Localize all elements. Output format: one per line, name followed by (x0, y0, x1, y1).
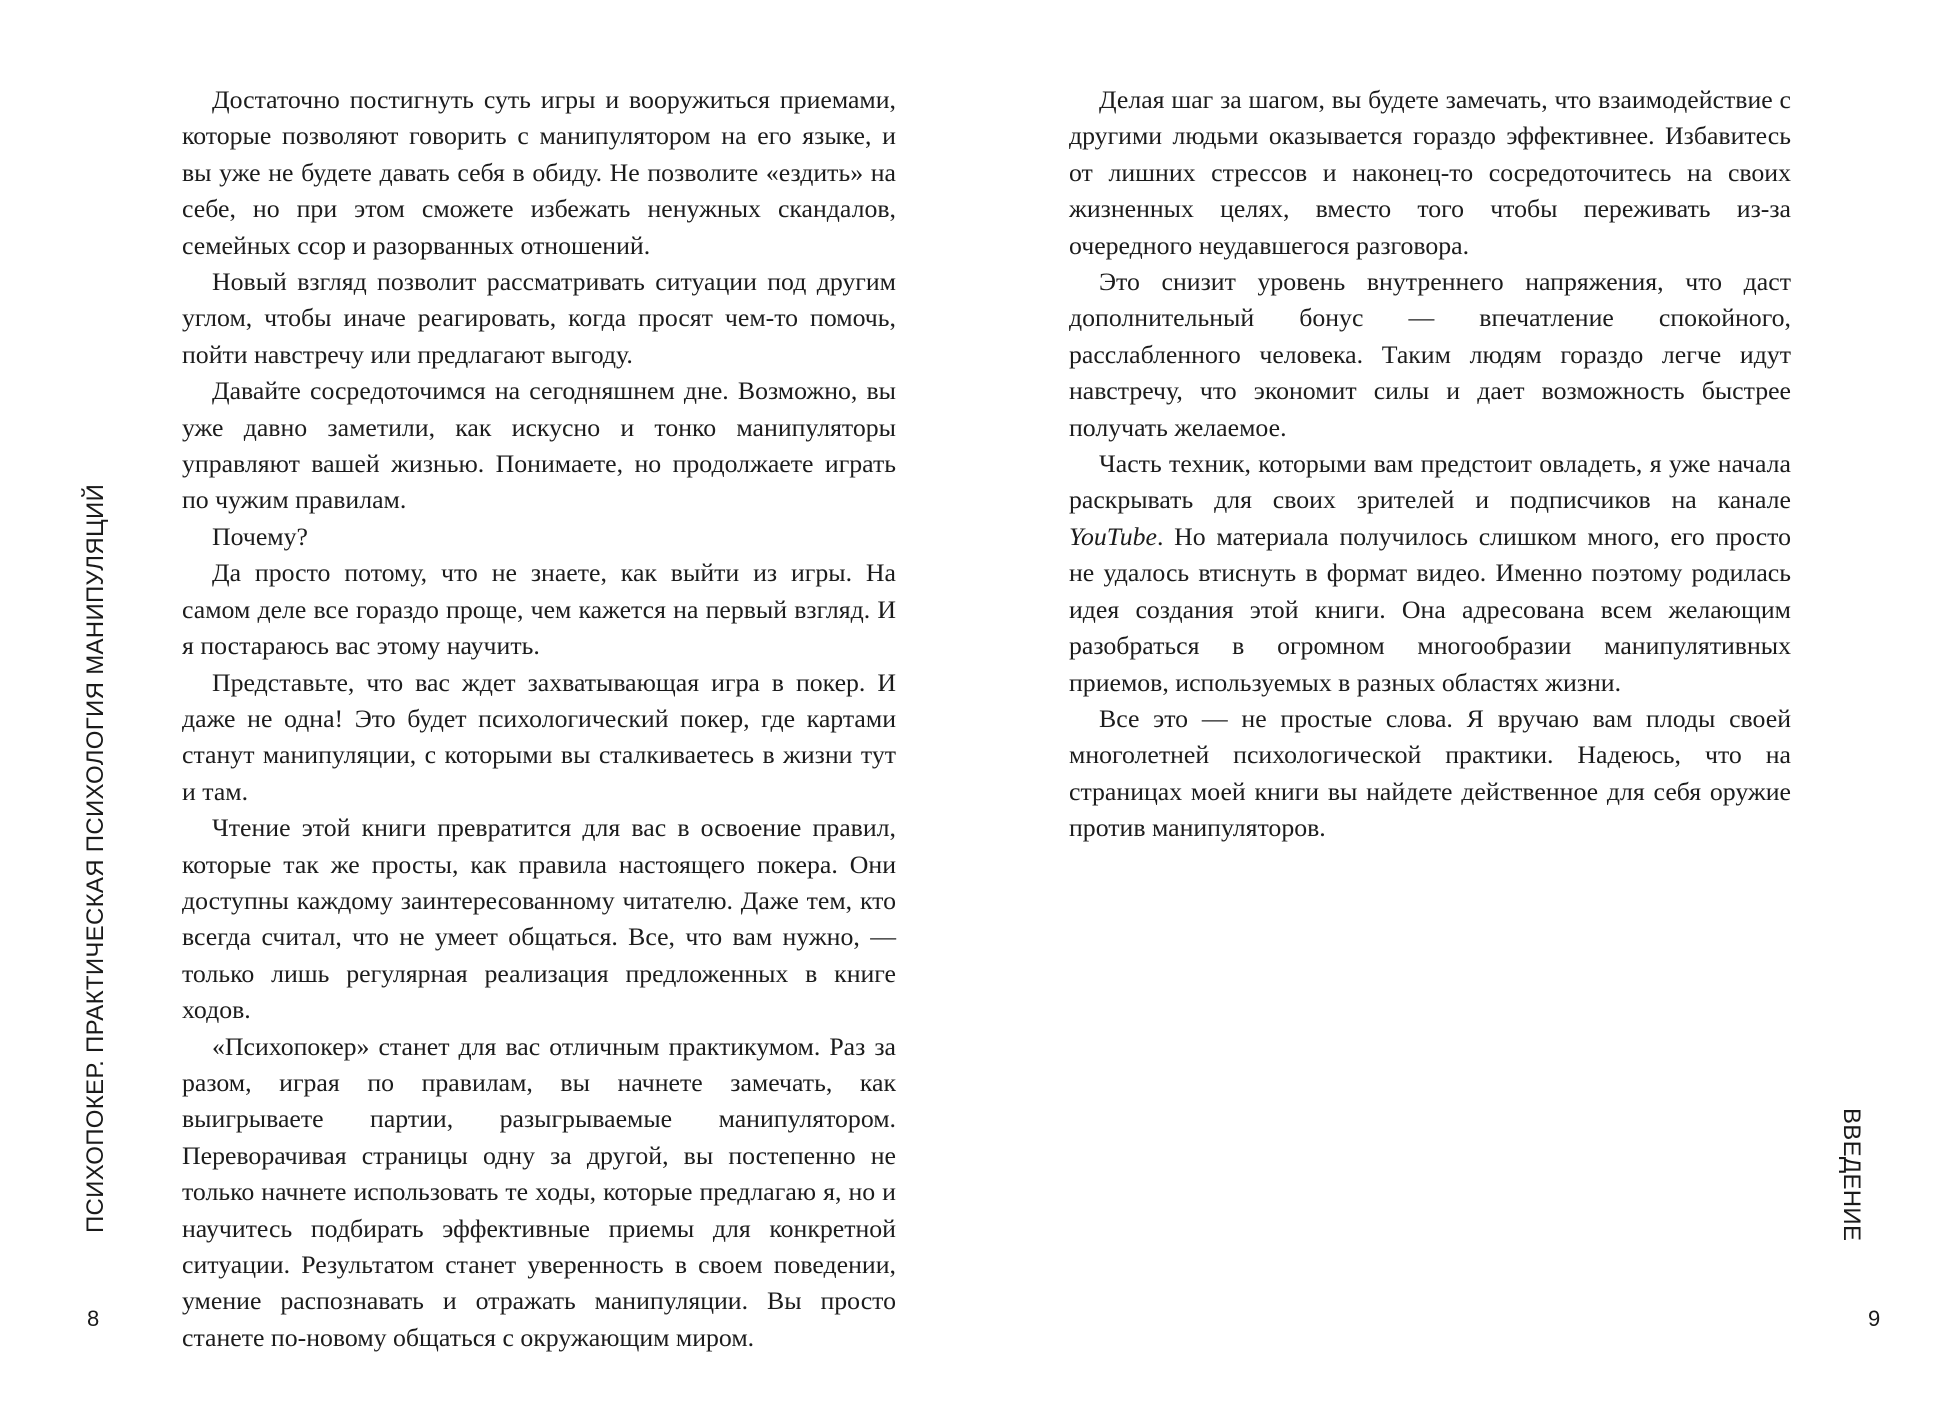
paragraph: Часть техник, которыми вам предстоит овладеть, я уже начала раскрывать для своих зрителей и подписчиков на канале YouTube. Но материала получилось слишком много, его просто не удалось втиснуть в формат видео. Именно поэтому родилась идея создания этой книги. Она адресована всем желающим разобраться в огромном многообразии манипулятивных приемов, используемых в разных областях жизни. (1069, 449, 1791, 697)
paragraph: Давайте сосредоточимся на сегодняшнем дне. Возможно, вы уже давно заметили, как искусно и тонко манипуляторы управляют вашей жизнью. Понимаете, но продолжаете играть по чужим правилам. (182, 376, 896, 515)
right-page (973, 0, 1946, 1416)
page-number-left: 8 (87, 1306, 100, 1331)
paragraph: Все это — не простые слова. Я вручаю вам плоды своей многолетней психологической практики. Надеюсь, что на страницах моей книги вы найдете действенное для себя оружие против манипуляторов. (1069, 703, 1791, 843)
right-page-text (1069, 82, 1791, 847)
paragraph: Достаточно постигнуть суть игры и вооружиться приемами, которые позволяют говорить с манипулятором на его языке, и вы уже не будете давать себя в обиду. Не позволите «ездить» на себе, но при этом сможете избежать ненужных скандалов, семейных ссор и разорванных отношений. (182, 85, 896, 260)
paragraph: Это снизит уровень внутреннего напряжения, что даст дополнительный бонус — впечатление спокойного, расслабленного человека. Таким людям гораздо легче идут навстречу, что экономит силы и дает возможность быстрее получать желаемое. (1069, 267, 1791, 442)
paragraph: Да просто потому, что не знаете, как выйти из игры. На самом деле все гораздо проще, чем кажется на первый взгляд. И я постараюсь вас этому научить. (182, 558, 896, 661)
running-head-chapter: ВВЕДЕНИЕ (1838, 1108, 1865, 1242)
paragraph: «Психопокер» станет для вас отличным практикумом. Раз за разом, играя по правилам, вы начнете замечать, как выигрываете партии, разыгрываемые манипулятором. Переворачивая страницы одну за другой, вы постепенно не только начнете использовать те ходы, которые предлагаю я, но и научитесь подбирать эффективные приемы для конкретной ситуации. Результатом станет уверенность в своем поведении, умение распознавать и отражать манипуляции. Вы просто станете по-новому общаться с окружающим миром. (182, 1031, 896, 1352)
left-page-text (182, 82, 896, 1356)
paragraph: Делая шаг за шагом, вы будете замечать, что взаимодействие с другими людьми оказывается гораздо эффективнее. Избавитесь от лишних стрессов и наконец-то сосредоточитесь на своих жизненных целях, вместо того чтобы переживать из-за очередного неудавшегося разговора. (1069, 85, 1791, 260)
running-head-book-title: ПСИХОПОКЕР. ПРАКТИЧЕСКАЯ ПСИХОЛОГИЯ МАНИПУЛЯЦИЙ (82, 483, 109, 1233)
paragraph: Чтение этой книги превратится для вас в освоение правил, которые так же просты, как правила настоящего покера. Они доступны каждому заинтересованному читателю. Даже тем, кто всегда считал, что не умеет общаться. Все, что вам нужно, — только лишь регулярная реализация предложенных в книге ходов. (182, 813, 896, 1025)
page-number-right: 9 (1868, 1306, 1881, 1331)
paragraph: Почему? (212, 521, 308, 551)
paragraph: Представьте, что вас ждет захватывающая игра в покер. И даже не одна! Это будет психологический покер, где картами станут манипуляции, с которыми вы сталкиваетесь в жизни тут и там. (182, 667, 896, 806)
youtube-italic: YouTube (1069, 521, 1157, 551)
paragraph: Новый взгляд позволит рассматривать ситуации под другим углом, чтобы иначе реагировать, когда просят чем-то помочь, пойти навстречу или предлагают выгоду. (182, 267, 896, 369)
